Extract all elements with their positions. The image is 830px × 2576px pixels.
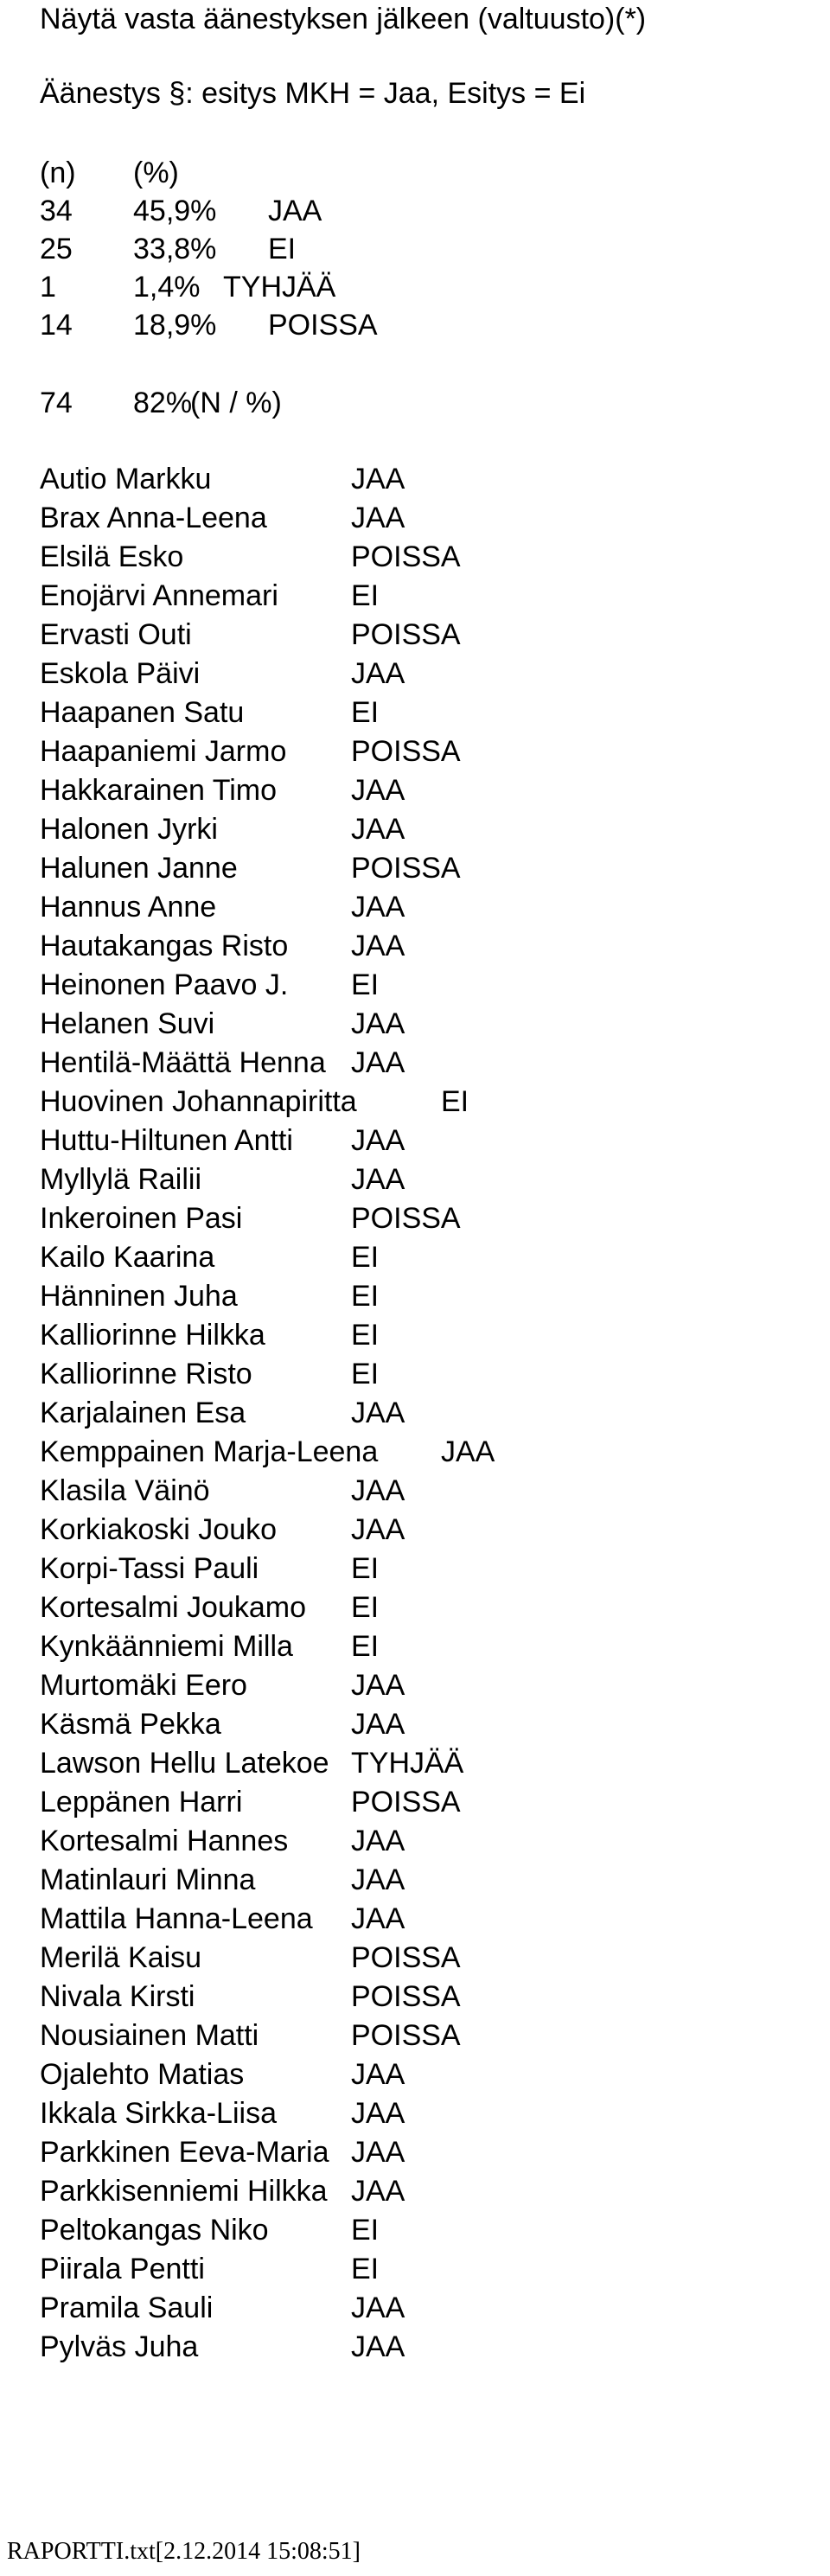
voter-name: Parkkinen Eeva-Maria [40,2136,329,2169]
result-label: POISSA [268,309,378,342]
voter-row [40,2133,801,2171]
voter-name: Peltokangas Niko [40,2214,269,2247]
voter-vote: EI [351,579,380,612]
voter-vote: EI [351,1358,380,1390]
voter-row [40,1044,801,1082]
voter-name: Murtomäki Eero [40,1669,247,1702]
voter-vote: JAA [351,1397,405,1429]
voter-vote: TYHJÄÄ [351,1747,464,1780]
voter-name: Ervasti Outi [40,618,192,651]
voter-vote: JAA [351,930,405,962]
result-count: 1 [40,271,56,304]
result-percent: 33,8% [133,233,217,265]
voter-vote: POISSA [351,1786,461,1819]
voter-vote: JAA [351,1007,405,1040]
voter-row [40,1939,801,1977]
voter-row [40,1511,801,1549]
voter-vote: JAA [441,1435,495,1468]
report-title: Näytä vasta äänestyksen jälkeen (valtuusto)(*) [40,3,647,35]
voter-vote: JAA [351,1825,405,1857]
voter-row [40,1316,801,1354]
voter-name: Hentilä-Määttä Henna [40,1046,326,1079]
voter-name: Kortesalmi Joukamo [40,1591,307,1624]
voter-name: Mattila Hanna-Leena [40,1902,313,1935]
voter-row [40,1783,801,1821]
voter-vote: JAA [351,1124,405,1157]
voter-name: Matinlauri Minna [40,1863,256,1896]
voter-row [40,927,801,965]
voter-row [40,577,801,615]
voter-name: Hannus Anne [40,891,217,924]
voter-name: Nivala Kirsti [40,1980,195,2013]
voter-row [40,1900,801,1938]
results-total [40,384,282,422]
voter-vote: POISSA [351,735,461,768]
voter-vote: POISSA [351,1980,461,2013]
voter-vote: JAA [351,657,405,690]
voter-row [40,1160,801,1199]
voter-row [40,694,801,732]
voter-vote: EI [351,1591,380,1624]
voter-row [40,2250,801,2288]
voter-vote: EI [441,1085,469,1118]
result-percent: 1,4% [133,271,201,304]
voter-row [40,771,801,809]
voter-name: Eskola Päivi [40,657,201,690]
result-row [40,268,335,306]
voter-vote: POISSA [351,852,461,885]
voter-row [40,1122,801,1160]
voter-name: Brax Anna-Leena [40,502,267,534]
voter-row [40,2289,801,2327]
voter-name: Halonen Jyrki [40,813,218,846]
voter-name: Elsilä Esko [40,540,184,573]
result-count: 25 [40,233,73,265]
voter-vote: POISSA [351,1202,461,1235]
report-footer: RAPORTTI.txt[2.12.2014 15:08:51] [7,2538,361,2565]
voter-name: Hakkarainen Timo [40,774,278,807]
voter-vote: JAA [351,1863,405,1896]
voter-row [40,1744,801,1782]
voter-vote: JAA [351,2136,405,2169]
results-header [40,154,268,192]
voter-row [40,1005,801,1043]
voter-name: Merilä Kaisu [40,1941,202,1974]
voter-vote: JAA [351,774,405,807]
voter-name: Heinonen Paavo J. [40,968,289,1001]
voter-row [40,655,801,693]
voter-row [40,2094,801,2132]
voter-vote: JAA [351,2058,405,2091]
voter-name: Autio Markku [40,463,212,495]
voter-name: Kalliorinne Risto [40,1358,252,1390]
voter-name: Kynkäänniemi Milla [40,1630,293,1663]
voter-row [40,2172,801,2210]
voter-vote: EI [351,1241,380,1274]
voter-vote: JAA [351,2097,405,2130]
voter-vote: POISSA [351,2019,461,2052]
voter-name: Huttu-Hiltunen Antti [40,1124,293,1157]
total-count: 74 [40,387,73,419]
voter-vote: JAA [351,1669,405,1702]
voter-vote: JAA [351,463,405,495]
voter-name: Hautakangas Risto [40,930,289,962]
voter-row [40,616,801,654]
result-row [40,192,322,230]
voter-row [40,1705,801,1743]
voter-name: Hänninen Juha [40,1280,238,1313]
voter-name: Myllylä Railii [40,1163,202,1196]
total-percent: 82% [133,387,193,419]
voter-row [40,2211,801,2249]
total-label: (N / %) [190,387,282,419]
result-percent: 18,9% [133,309,217,342]
voter-row [40,966,801,1004]
voter-name: Haapaniemi Jarmo [40,735,287,768]
voter-name: Korkiakoski Jouko [40,1513,278,1546]
voter-row [40,732,801,770]
voter-vote: POISSA [351,1941,461,1974]
voter-row [40,1472,801,1510]
vote-question: Äänestys §: esitys MKH = Jaa, Esitys = Ei [40,77,586,110]
voter-vote: EI [351,1319,380,1352]
voter-name: Halunen Janne [40,852,238,885]
voter-name: Ojalehto Matias [40,2058,245,2091]
voter-row [40,538,801,576]
voter-name: Pramila Sauli [40,2292,214,2324]
voter-vote: JAA [351,2330,405,2363]
voter-name: Inkeroinen Pasi [40,1202,243,1235]
voter-name: Kemppainen Marja-Leena [40,1435,379,1468]
voter-vote: JAA [351,502,405,534]
voter-row [40,2328,801,2366]
voter-vote: JAA [351,1902,405,1935]
result-row [40,306,378,344]
voter-name: Kailo Kaarina [40,1241,215,1274]
voter-row [40,1277,801,1315]
voter-name: Ikkala Sirkka-Liisa [40,2097,277,2130]
result-count: 14 [40,309,73,342]
voter-vote: EI [351,968,380,1001]
voter-vote: JAA [351,813,405,846]
voter-row [40,1588,801,1627]
voter-row [40,1355,801,1393]
voter-row [40,1083,801,1121]
voter-name: Karjalainen Esa [40,1397,246,1429]
result-percent: 45,9% [133,195,217,227]
voter-vote: JAA [351,1163,405,1196]
voter-row [40,1666,801,1704]
voter-row [40,1550,801,1588]
voter-name: Korpi-Tassi Pauli [40,1552,259,1585]
voter-name: Piirala Pentti [40,2253,205,2285]
voter-row [40,849,801,887]
voter-vote: EI [351,1630,380,1663]
voter-vote: JAA [351,891,405,924]
voter-vote: JAA [351,2292,405,2324]
voter-vote: POISSA [351,618,461,651]
voter-row [40,499,801,537]
voter-row [40,1822,801,1860]
result-count: 34 [40,195,73,227]
voter-vote: JAA [351,1046,405,1079]
voter-row [40,1433,801,1471]
column-header-percent: (%) [133,157,179,189]
voter-name: Kortesalmi Hannes [40,1825,289,1857]
voter-vote: POISSA [351,540,461,573]
voter-name: Leppänen Harri [40,1786,243,1819]
column-header-count: (n) [40,157,76,189]
voter-name: Kalliorinne Hilkka [40,1319,265,1352]
result-row [40,230,296,268]
voter-name: Helanen Suvi [40,1007,215,1040]
voter-name: Huovinen Johannapiritta [40,1085,357,1118]
voter-name: Haapanen Satu [40,696,245,729]
voter-row [40,1861,801,1899]
voter-vote: JAA [351,1474,405,1507]
voter-row [40,2055,801,2093]
result-label: JAA [268,195,322,227]
voter-name: Pylväs Juha [40,2330,199,2363]
voter-vote: EI [351,1552,380,1585]
voter-row [40,1238,801,1276]
voter-name: Käsmä Pekka [40,1708,221,1741]
voter-name: Nousiainen Matti [40,2019,259,2052]
voter-vote: JAA [351,2175,405,2208]
voter-name: Parkkisenniemi Hilkka [40,2175,328,2208]
voter-vote: EI [351,696,380,729]
voter-row [40,810,801,848]
voter-row [40,1627,801,1665]
voter-name: Klasila Väinö [40,1474,210,1507]
voter-vote: EI [351,2214,380,2247]
result-label: TYHJÄÄ [223,271,336,304]
voter-name: Enojärvi Annemari [40,579,278,612]
voter-row [40,1978,801,2016]
voter-vote: EI [351,1280,380,1313]
voter-vote: EI [351,2253,380,2285]
voter-row [40,1394,801,1432]
voter-name: Lawson Hellu Latekoe [40,1747,329,1780]
voter-vote: JAA [351,1513,405,1546]
voter-row [40,460,801,498]
voter-row [40,888,801,926]
voter-vote: JAA [351,1708,405,1741]
voter-row [40,2017,801,2055]
result-label: EI [268,233,297,265]
voter-row [40,1199,801,1237]
